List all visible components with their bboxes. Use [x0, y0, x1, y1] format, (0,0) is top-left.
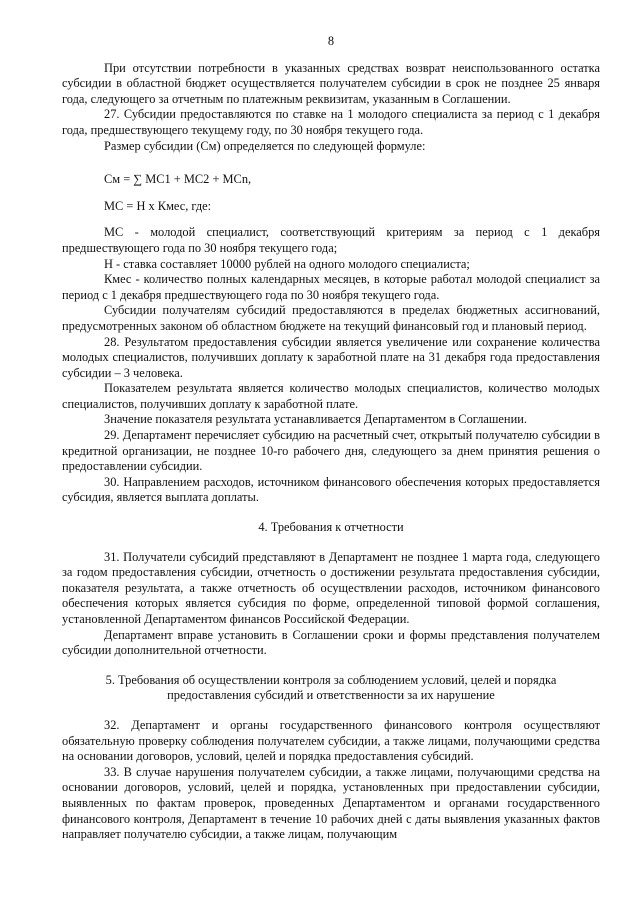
paragraph-indicator: Показателем результата является количество молодых специалистов, количество молодых специалистов, получивших доплату к заработной плате. [62, 381, 600, 411]
paragraph-30: 30. Направлением расходов, источником финансового обеспечения которых предоставляется субсидия, является выплата доплаты. [62, 474, 600, 505]
section-5-heading-line1: 5. Требования об осуществлении контроля за соблюдением условий, целей и порядка [105, 672, 557, 687]
paragraph-refund: При отсутствии потребности в указанных средствах возврат неиспользованного остатка субсидии в областной бюджет осуществляется получателем субсидии в срок не позднее 25 января года, следующего за отчетным по платежным реквизитам, указанным в Соглашении. [62, 60, 600, 106]
section-4-heading: 4. Требования к отчетности [258, 520, 404, 535]
paragraph-28: 28. Результатом предоставления субсидии является увеличение или сохранение количества молодых специалистов, получивших доплату к заработной плате на 31 декабря года предоставления субсидии – 3 человека. [62, 334, 600, 380]
formula-sum: См = ∑ МС1 + МС2 + МСn, [104, 172, 252, 187]
paragraph-ms-definition: МС - молодой специалист, соответствующий критериям за период с 1 декабря предшествующего года по 30 ноября текущего года; [62, 225, 600, 255]
paragraph-formula-intro: Размер субсидии (См) определяется по следующей формуле: [104, 138, 426, 153]
section-5-heading-line2: предоставления субсидий и ответственности за их нарушение [167, 688, 495, 703]
formula-ms: МС = Н х Кмес, где: [104, 198, 212, 213]
paragraph-additional-reporting: Департамент вправе установить в Соглашении сроки и формы представления получателем субсидии дополнительной отчетности. [62, 627, 600, 658]
paragraph-33: 33. В случае нарушения получателем субсидии, а также лицами, получающими средства на основании договоров, условий, целей и порядка, установленных при предоставлении субсидии, выявленных по фактам проверок, проведенных Департаментом и органами государственного финансового контроля, Департамент в течение 10 рабочих дней с даты выявления указанных фактов направляет получателю субсидии, а также лицам, получающим [62, 764, 600, 842]
paragraph-29: 29. Департамент перечисляет субсидию на расчетный счет, открытый получателю субсидии в кредитной организации, не позднее 10-го рабочего дня, следующего за днем принятия решения о предоставлении субсидии. [62, 428, 600, 474]
paragraph-months: Кмес - количество полных календарных месяцев, в которые работал молодой специалист за период с 1 декабря предшествующего года по 30 ноября текущего года. [62, 272, 600, 302]
paragraph-budget: Субсидии получателям субсидий предоставляются в пределах бюджетных ассигнований, предусмотренных законом об областном бюджете на текущий финансовый год и плановый период. [62, 303, 600, 333]
paragraph-27: 27. Субсидии предоставляются по ставке на 1 молодого специалиста за период с 1 декабря года, предшествующего текущему году, по 30 ноября текущего года. [62, 107, 600, 137]
paragraph-rate: Н - ставка составляет 10000 рублей на одного молодого специалиста; [104, 256, 470, 271]
paragraph-indicator-value: Значение показателя результата устанавливается Департаментом в Соглашении. [104, 412, 527, 427]
paragraph-31: 31. Получатели субсидий представляют в Департамент не позднее 1 марта года, следующего за годом предоставления субсидии, отчетность о достижении результата предоставления субсидии, показателя результата, а также отчетность об осуществлении расходов, источником финансового обеспечения которых является субсидия по форме, определенной типовой формой соглашения, установленной Департаментом финансов Российской Федерации. [62, 549, 600, 626]
paragraph-32: 32. Департамент и органы государственного финансового контроля осуществляют обязательную проверку соблюдения получателем субсидии, а также лицами, получающими средства на основании договоров, условий, целей и порядка предоставления субсидий. [62, 717, 600, 764]
page-number: 8 [327, 34, 335, 48]
